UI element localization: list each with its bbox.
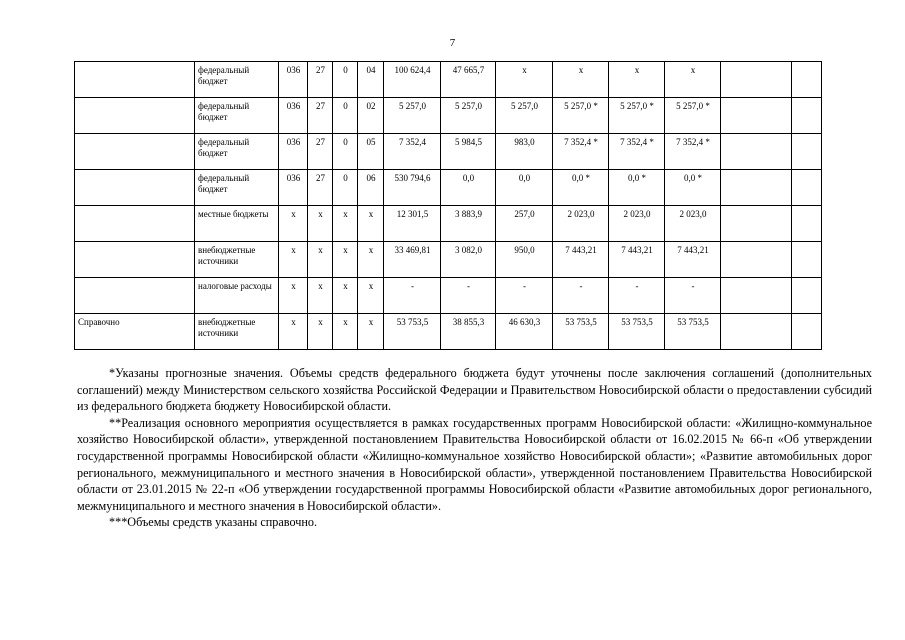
code-cell: 05 (358, 134, 384, 170)
value-cell: 100 624,4 (384, 62, 441, 98)
budget-table (74, 61, 822, 350)
value-cell: 5 257,0 (441, 98, 496, 134)
empty-cell (792, 242, 822, 278)
value-cell: - (609, 278, 665, 314)
code-cell: х (279, 242, 308, 278)
source-cell: местные бюджеты (195, 206, 279, 242)
table-row (75, 170, 822, 206)
section-cell (75, 278, 195, 314)
empty-cell (721, 62, 792, 98)
code-cell: 036 (279, 170, 308, 206)
value-cell: 53 753,5 (665, 314, 721, 350)
empty-cell (792, 134, 822, 170)
section-cell (75, 242, 195, 278)
value-cell: х (553, 62, 609, 98)
value-cell: 0,0 * (553, 170, 609, 206)
value-cell: х (609, 62, 665, 98)
value-cell: 53 753,5 (553, 314, 609, 350)
empty-cell (721, 242, 792, 278)
value-cell: - (665, 278, 721, 314)
code-cell: 0 (333, 134, 358, 170)
value-cell: 0,0 * (665, 170, 721, 206)
code-cell: х (308, 314, 333, 350)
value-cell: 5 257,0 * (665, 98, 721, 134)
source-cell: федеральный бюджет (195, 98, 279, 134)
table-row (75, 314, 822, 350)
value-cell: 983,0 (496, 134, 553, 170)
value-cell: 2 023,0 (665, 206, 721, 242)
code-cell: х (358, 242, 384, 278)
value-cell: 7 352,4 * (665, 134, 721, 170)
section-cell (75, 62, 195, 98)
value-cell: 5 257,0 * (609, 98, 665, 134)
value-cell: - (441, 278, 496, 314)
empty-cell (721, 314, 792, 350)
value-cell: 53 753,5 (384, 314, 441, 350)
value-cell: - (384, 278, 441, 314)
footnotes (77, 365, 872, 531)
table-row (75, 278, 822, 314)
footnote-reference: ***Объемы средств указаны справочно. (109, 515, 318, 530)
value-cell: 950,0 (496, 242, 553, 278)
table-row (75, 242, 822, 278)
empty-cell (721, 170, 792, 206)
code-cell: х (333, 314, 358, 350)
empty-cell (792, 314, 822, 350)
value-cell: 0,0 * (609, 170, 665, 206)
value-cell: 7 352,4 (384, 134, 441, 170)
empty-cell (792, 278, 822, 314)
section-cell (75, 206, 195, 242)
value-cell: х (496, 62, 553, 98)
value-cell: - (553, 278, 609, 314)
source-cell: внебюджетные источники (195, 242, 279, 278)
code-cell: х (308, 206, 333, 242)
value-cell: 0,0 (496, 170, 553, 206)
value-cell: 47 665,7 (441, 62, 496, 98)
value-cell: - (496, 278, 553, 314)
value-cell: 2 023,0 (609, 206, 665, 242)
footnote-forecast: *Указаны прогнозные значения. Объемы средств федерального бюджета будут уточнены после заключения соглашений (дополнительных соглашений) между Министерством сельского хозяйства Российской Федерации и Правительством Новосибирской области о предоставлении субсидий из федерального бюджета бюджету Новосибирской области. (77, 366, 872, 414)
value-cell: 5 257,0 (384, 98, 441, 134)
code-cell: х (308, 242, 333, 278)
value-cell: 2 023,0 (553, 206, 609, 242)
code-cell: 0 (333, 170, 358, 206)
empty-cell (721, 278, 792, 314)
table-row (75, 134, 822, 170)
code-cell: 02 (358, 98, 384, 134)
section-cell (75, 134, 195, 170)
value-cell: 530 794,6 (384, 170, 441, 206)
table-row (75, 98, 822, 134)
code-cell: 0 (333, 62, 358, 98)
value-cell: 0,0 (441, 170, 496, 206)
empty-cell (721, 98, 792, 134)
code-cell: 036 (279, 62, 308, 98)
table-row (75, 206, 822, 242)
code-cell: 27 (308, 62, 333, 98)
code-cell: 036 (279, 134, 308, 170)
code-cell: х (279, 314, 308, 350)
value-cell: 3 082,0 (441, 242, 496, 278)
code-cell: 036 (279, 98, 308, 134)
code-cell: х (308, 278, 333, 314)
value-cell: 257,0 (496, 206, 553, 242)
code-cell: 04 (358, 62, 384, 98)
value-cell: х (665, 62, 721, 98)
code-cell: х (333, 242, 358, 278)
source-cell: налоговые расходы (195, 278, 279, 314)
code-cell: 27 (308, 134, 333, 170)
value-cell: 5 257,0 * (553, 98, 609, 134)
empty-cell (792, 206, 822, 242)
value-cell: 53 753,5 (609, 314, 665, 350)
table-row (75, 62, 822, 98)
value-cell: 12 301,5 (384, 206, 441, 242)
empty-cell (792, 170, 822, 206)
code-cell: 06 (358, 170, 384, 206)
value-cell: 33 469,81 (384, 242, 441, 278)
empty-cell (792, 62, 822, 98)
code-cell: х (358, 314, 384, 350)
value-cell: 46 630,3 (496, 314, 553, 350)
section-cell (75, 170, 195, 206)
code-cell: 0 (333, 98, 358, 134)
value-cell: 5 984,5 (441, 134, 496, 170)
source-cell: федеральный бюджет (195, 170, 279, 206)
section-cell: Справочно (75, 314, 195, 350)
page-number: 7 (449, 37, 456, 49)
section-cell (75, 98, 195, 134)
value-cell: 7 443,21 (553, 242, 609, 278)
value-cell: 7 352,4 * (553, 134, 609, 170)
code-cell: х (358, 278, 384, 314)
empty-cell (792, 98, 822, 134)
empty-cell (721, 134, 792, 170)
value-cell: 7 443,21 (665, 242, 721, 278)
source-cell: федеральный бюджет (195, 62, 279, 98)
code-cell: 27 (308, 170, 333, 206)
source-cell: федеральный бюджет (195, 134, 279, 170)
value-cell: 5 257,0 (496, 98, 553, 134)
value-cell: 7 352,4 * (609, 134, 665, 170)
empty-cell (721, 206, 792, 242)
code-cell: х (333, 278, 358, 314)
code-cell: х (358, 206, 384, 242)
footnote-programs: **Реализация основного мероприятия осуществляется в рамках государственных программ Новосибирской области: «Жилищно-коммунальное хозяйство Новосибирской области», утвержденной постановлением Правительства Новосибирской области от 16.02.2015 № 66-п «Об утверждении государственной программы Новосибирской области «Жилищно-коммунальное хозяйство Новосибирской области»; «Развитие автомобильных дорог регионального, межмуниципального и местного значения в Новосибирской области», утвержденной постановлением Правительства Новосибирской области от 23.01.2015 № 22-п «Об утверждении государственной программы Новосибирской области «Развитие автомобильных дорог регионального, межмуниципального и местного значения в Новосибирской области». (77, 415, 872, 513)
source-cell: внебюджетные источники (195, 314, 279, 350)
value-cell: 7 443,21 (609, 242, 665, 278)
code-cell: х (333, 206, 358, 242)
value-cell: 3 883,9 (441, 206, 496, 242)
code-cell: х (279, 278, 308, 314)
code-cell: х (279, 206, 308, 242)
value-cell: 38 855,3 (441, 314, 496, 350)
code-cell: 27 (308, 98, 333, 134)
